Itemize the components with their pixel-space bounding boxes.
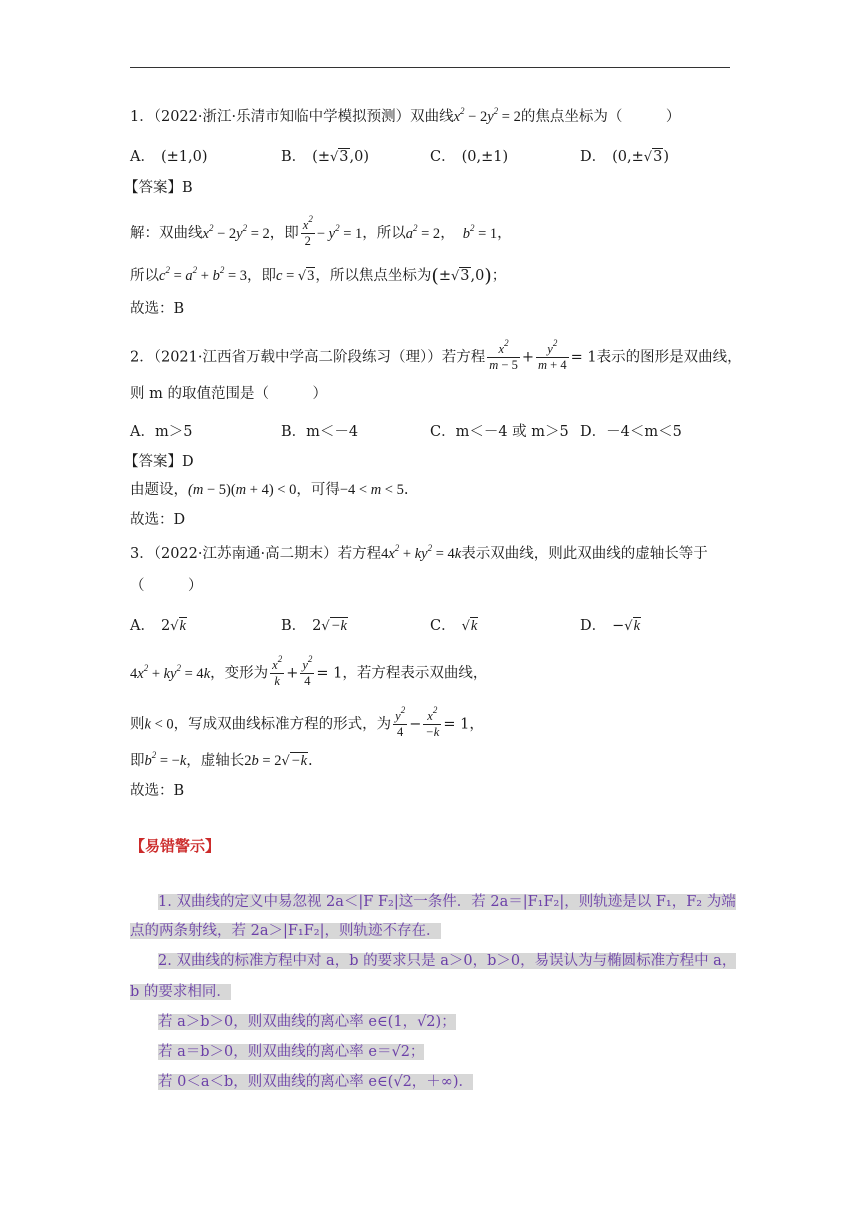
q3-option-d: D． −√k [580,618,641,634]
warning-case2: 若 a＝b＞0，则双曲线的离心率 e＝√2； [158,1044,425,1060]
q1-solution-line2: 所以$c^2 = a^2 + b^2 = 3$，即c = √3，所以焦点坐标为(±√3,0)； [130,265,507,287]
q1-option-d: D． (0,±√3) [580,149,669,165]
q2-option-b: B．m＜－4 [281,424,359,440]
q2-option-a: A．m＞5 [130,424,193,440]
q1-option-a: A． (±1,0) [130,149,208,165]
q1-answer: 【答案】B [124,180,193,196]
q3-solution-line3: 即$b^2 = -k$，虚轴长2b = 2√−k. [130,750,313,769]
q1-choose: 故选：B [130,301,185,317]
warning-point2-line1: 2. 双曲线的标准方程中对 a，b 的要求只是 a＞0，b＞0，易误认为与椭圆标准方程中 a， [158,953,737,969]
q3-solution-line2: 则k < 0，写成双曲线标准方程的形式，为 $\frac{y^2}{4}$ − $\frac{x^2}{-k}$ = 1， [130,705,484,739]
q3-option-a: A． 2√k [130,618,186,634]
q3-option-c: C． √k [430,618,478,634]
warning-point2-line2: b 的要求相同． [130,984,231,1000]
q3-stem-line2: （ ） [130,578,203,594]
q2-answer: 【答案】D [124,454,194,470]
q1-equation: $x^2 - 2y^2 = 2$ [453,106,521,125]
q3-option-b: B． 2√−k [281,618,347,634]
warning-case1: 若 a＞b＞0，则双曲线的离心率 e∈(1，√2)； [158,1014,456,1030]
q3-stem: 3．（2022·江苏南通·高二期末）若方程$4x^2 + ky^2 = 4k$表示双曲线，则此双曲线的虚轴长等于 [130,543,708,562]
q2-option-c: C．m＜－4 或 m＞5 [430,424,569,440]
q2-stem: 2．（2021·江西省万载中学高二阶段练习（理））若方程 $\frac{x^2}{m - 5}$ + $\frac{y^2}{m + 4}$ = 1表示的图形是双曲线， [130,338,742,372]
q2-option-d: D．－4＜m＜5 [580,424,682,440]
warning-title: 【易错警示】 [130,837,221,855]
warning-case3: 若 0＜a＜b，则双曲线的离心率 e∈(√2，＋∞)． [158,1074,474,1090]
warning-point1-line1: 1. 双曲线的定义中易忽视 2a＜|F F₂|这一条件．若 2a＝|F₁F₂|，则轨迹是以 F₁，F₂ 为端 [158,894,736,910]
q2-choose: 故选：D [130,512,186,528]
q1-stem-text: 双曲线 [410,109,454,125]
q1-solution-line1: 解：双曲线$x^2 - 2y^2 = 2$，即 $\frac{x^2}{2}$ − $y^2 = 1$，所以$a^2 = 2$， $b^2 = 1$， [130,214,512,248]
q1-source: （2022·浙江·乐清市知临中学模拟预测） [153,109,411,125]
q2-source: （2021·江西省万载中学高二阶段练习（理）） [153,349,442,366]
q1-stem-tail: 的焦点坐标为（ ） [520,109,681,125]
q3-source: （2022·江苏南通·高二期末） [153,546,338,562]
q2-solution: 由题设，(m − 5)(m + 4) < 0，可得−4 < m < 5. [130,482,409,498]
q3-solution-line1: $4x^2 + ky^2 = 4k$，变形为 $\frac{x^2}{k}$ + $\frac{y^2}{4}$ = 1，若方程表示双曲线， [130,654,488,688]
warning-point1-line2: 点的两条射线，若 2a＞|F₁F₂|，则轨迹不存在． [130,923,441,939]
q1-option-c: C． (0,±1) [430,149,509,165]
q1-stem [130,107,680,127]
header-rule [130,67,730,68]
q1-option-b: B． (±√3,0) [281,149,369,165]
q1-number: 1． [130,109,154,125]
q3-choose: 故选：B [130,783,185,799]
q2-stem-line2: 则 m 的取值范围是（ ） [130,386,327,402]
